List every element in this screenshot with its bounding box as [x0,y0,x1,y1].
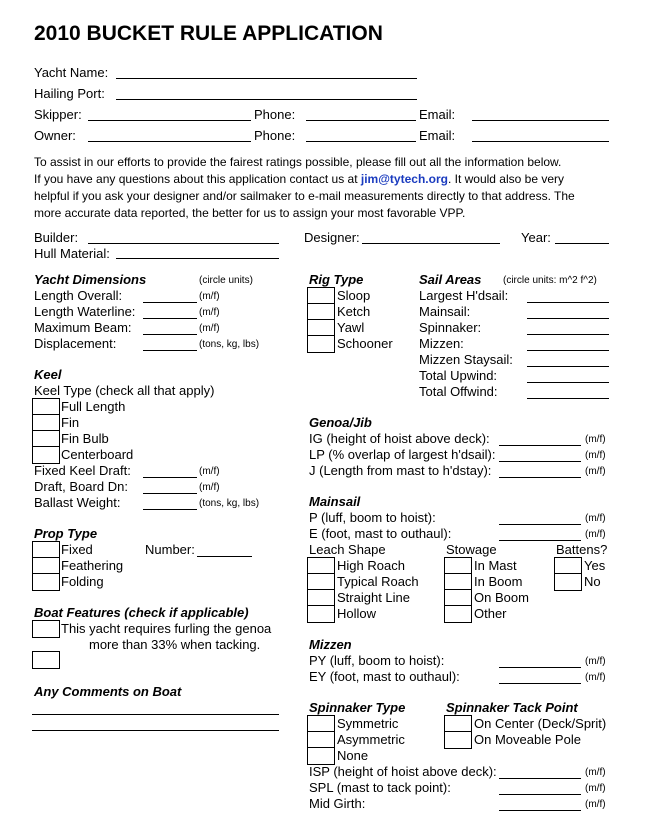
spinnaker-none-label: None [337,748,369,763]
features-heading: Boat Features (check if applicable) [34,605,249,620]
leach-shape-heading: Leach Shape [309,542,386,557]
stowage-other-checkbox[interactable] [444,605,472,623]
genoa-j-unit[interactable]: (m/f) [585,466,606,477]
skipper-email-label: Email: [419,107,456,122]
skipper-phone-field[interactable] [306,120,416,121]
spinnaker-mid-girth-label: Mid Girth: [309,796,366,811]
displacement-unit[interactable]: (tons, kg, lbs) [199,339,260,350]
skipper-label: Skipper: [34,107,82,122]
intro-line-4: more accurate data reported, the better for us to assign your most favorable VPP. [34,206,466,220]
spinnaker-isp-unit[interactable]: (m/f) [585,767,606,778]
stowage-on-boom-label: On Boom [474,590,529,605]
owner-email-field[interactable] [472,141,609,142]
comments-line-1[interactable] [32,714,279,715]
tack-moveable-pole-label: On Moveable Pole [474,732,581,747]
maximum-beam-label: Maximum Beam: [34,320,132,335]
fixed-keel-draft-unit[interactable]: (m/f) [199,466,220,477]
spinnaker-isp-label: ISP (height of hoist above deck): [309,764,497,779]
genoa-lp-field[interactable] [499,461,581,462]
mainsail-e-label: E (foot, mast to outhaul): [309,526,452,541]
builder-label: Builder: [34,230,79,245]
page-title: 2010 BUCKET RULE APPLICATION [34,22,383,45]
mizzen-ey-label: EY (foot, mast to outhaul): [309,669,460,684]
sail-largest-hdsail-label: Largest H'dsail: [419,288,509,303]
leach-hollow-checkbox[interactable] [307,605,335,623]
rig-ketch-label: Ketch [337,304,371,319]
keel-fin-bulb-label: Fin Bulb [61,431,109,446]
sail-total-offwind-label: Total Offwind: [419,384,498,399]
furling-genoa-line1: This yacht requires furling the genoa [61,621,272,636]
keel-fin-label: Fin [61,415,80,430]
comments-line-2[interactable] [32,730,279,731]
genoa-lp-unit[interactable]: (m/f) [585,450,606,461]
hull-material-label: Hull Material: [34,246,110,261]
fixed-keel-draft-label: Fixed Keel Draft: [34,463,131,478]
intro-line-3: helpful if you ask your designer and/or sailmaker to e-mail measurements directly to that address. The [34,189,575,203]
spinnaker-spl-unit[interactable]: (m/f) [585,783,606,794]
mizzen-ey-unit[interactable]: (m/f) [585,672,606,683]
tack-on-center-label: On Center (Deck/Sprit) [474,716,607,731]
genoa-lp-label: LP (% overlap of largest h'dsail): [309,447,496,462]
sail-mainsail-field[interactable] [527,318,609,319]
designer-label: Designer: [304,230,360,245]
spinnaker-none-checkbox[interactable] [307,747,335,765]
length-waterline-field[interactable] [143,318,197,319]
genoa-ig-field[interactable] [499,445,581,446]
battens-no-label: No [584,574,601,589]
mainsail-p-label: P (luff, boom to hoist): [309,510,436,525]
rig-schooner-checkbox[interactable] [307,335,335,353]
maximum-beam-unit[interactable]: (m/f) [199,323,220,334]
ballast-weight-unit[interactable]: (tons, kg, lbs) [199,498,260,509]
prop-feathering-label: Feathering [61,558,124,573]
genoa-ig-label: IG (height of hoist above deck): [309,431,490,446]
intro-line-2a: If you have any questions about this application contact us at [34,172,361,186]
prop-fixed-label: Fixed [61,542,93,557]
sail-spinnaker-label: Spinnaker: [419,320,482,335]
skipper-email-field[interactable] [472,120,609,121]
length-waterline-label: Length Waterline: [34,304,136,319]
owner-field[interactable] [88,141,251,142]
spinnaker-spl-label: SPL (mast to tack point): [309,780,451,795]
ballast-weight-field[interactable] [143,509,197,510]
hailing-port-field[interactable] [116,99,417,100]
mainsail-e-unit[interactable]: (m/f) [585,529,606,540]
keel-centerboard-label: Centerboard [61,447,134,462]
rig-heading: Rig Type [309,272,364,287]
intro-paragraph [34,154,614,222]
feature-extra-checkbox[interactable] [32,651,60,669]
year-label: Year: [521,230,551,245]
rig-yawl-label: Yawl [337,320,365,335]
mainsail-p-unit[interactable]: (m/f) [585,513,606,524]
leach-typical-roach-label: Typical Roach [337,574,419,589]
ballast-weight-label: Ballast Weight: [34,495,121,510]
prop-number-label: Number: [145,542,195,557]
sail-mizzen-staysail-field[interactable] [527,366,609,367]
builder-field[interactable] [88,243,279,244]
genoa-ig-unit[interactable]: (m/f) [585,434,606,445]
dimensions-note: (circle units) [199,275,253,286]
intro-line-1: To assist in our efforts to provide the fairest ratings possible, please fill out all the information below. [34,155,562,169]
hailing-port-label: Hailing Port: [34,86,105,101]
genoa-j-label: J (Length from mast to h'dstay): [309,463,492,478]
draft-board-dn-label: Draft, Board Dn: [34,479,128,494]
spinnaker-asymmetric-label: Asymmetric [337,732,405,747]
prop-folding-label: Folding [61,574,104,589]
sail-mizzen-field[interactable] [527,350,609,351]
prop-heading: Prop Type [34,526,98,541]
tack-moveable-pole-checkbox[interactable] [444,731,472,749]
mainsail-heading: Mainsail [309,494,361,509]
sail-areas-heading: Sail Areas [419,272,482,287]
stowage-in-mast-label: In Mast [474,558,517,573]
displacement-field[interactable] [143,350,197,351]
length-overall-field[interactable] [143,302,197,303]
dimensions-heading: Yacht Dimensions [34,272,147,287]
mizzen-heading: Mizzen [309,637,352,652]
hull-material-field[interactable] [116,258,279,259]
sail-mizzen-label: Mizzen: [419,336,464,351]
leach-straight-line-label: Straight Line [337,590,410,605]
furling-genoa-checkbox[interactable] [32,620,60,638]
owner-phone-field[interactable] [306,141,416,142]
spinnaker-mid-girth-field[interactable] [499,810,581,811]
leach-hollow-label: Hollow [337,606,377,621]
mainsail-e-field[interactable] [499,540,581,541]
spinnaker-symmetric-label: Symmetric [337,716,399,731]
sail-mainsail-label: Mainsail: [419,304,471,319]
year-field[interactable] [555,243,609,244]
genoa-heading: Genoa/Jib [309,415,372,430]
sail-total-upwind-label: Total Upwind: [419,368,498,383]
fixed-keel-draft-field[interactable] [143,477,197,478]
spinnaker-isp-field[interactable] [499,778,581,779]
rig-sloop-label: Sloop [337,288,371,303]
length-waterline-unit[interactable]: (m/f) [199,307,220,318]
mizzen-py-field[interactable] [499,667,581,668]
battens-yes-label: Yes [584,558,606,573]
sail-mizzen-staysail-label: Mizzen Staysail: [419,352,513,367]
skipper-field[interactable] [88,120,251,121]
displacement-label: Displacement: [34,336,117,351]
comments-heading: Any Comments on Boat [34,684,182,699]
keel-type-label: Keel Type (check all that apply) [34,383,215,398]
keel-heading: Keel [34,367,62,382]
mainsail-p-field[interactable] [499,524,581,525]
sail-total-offwind-field[interactable] [527,398,609,399]
rig-schooner-label: Schooner [337,336,393,351]
spinnaker-spl-field[interactable] [499,794,581,795]
sail-total-upwind-field[interactable] [527,382,609,383]
owner-label: Owner: [34,128,76,143]
sail-largest-hdsail-field[interactable] [527,302,609,303]
keel-full-length-label: Full Length [61,399,126,414]
stowage-other-label: Other [474,606,507,621]
prop-folding-checkbox[interactable] [32,573,60,591]
yacht-name-field[interactable] [116,78,417,79]
battens-heading: Battens? [556,542,608,557]
genoa-j-field[interactable] [499,477,581,478]
sail-spinnaker-field[interactable] [527,334,609,335]
spinnaker-tack-heading: Spinnaker Tack Point [446,700,578,715]
sail-areas-note[interactable]: (circle units: m^2 f^2) [503,275,597,286]
mizzen-py-label: PY (luff, boom to hoist): [309,653,445,668]
keel-centerboard-checkbox[interactable] [32,446,60,464]
skipper-phone-label: Phone: [254,107,296,122]
designer-field[interactable] [362,243,500,244]
draft-board-dn-field[interactable] [143,493,197,494]
maximum-beam-field[interactable] [143,334,197,335]
length-overall-label: Length Overall: [34,288,123,303]
spinnaker-mid-girth-unit[interactable]: (m/f) [585,799,606,810]
prop-number-field[interactable] [197,556,252,557]
stowage-heading: Stowage [446,542,497,557]
contact-email-link[interactable]: jim@tytech.org [360,172,448,186]
furling-genoa-line2: more than 33% when tacking. [89,637,261,652]
draft-board-dn-unit[interactable]: (m/f) [199,482,220,493]
mizzen-ey-field[interactable] [499,683,581,684]
intro-line-2b: . It would also be very [447,172,564,186]
battens-no-checkbox[interactable] [554,573,582,591]
yacht-name-label: Yacht Name: [34,65,109,80]
length-overall-unit[interactable]: (m/f) [199,291,220,302]
stowage-in-boom-label: In Boom [474,574,523,589]
mizzen-py-unit[interactable]: (m/f) [585,656,606,667]
spinnaker-type-heading: Spinnaker Type [309,700,406,715]
leach-high-roach-label: High Roach [337,558,405,573]
owner-phone-label: Phone: [254,128,296,143]
owner-email-label: Email: [419,128,456,143]
